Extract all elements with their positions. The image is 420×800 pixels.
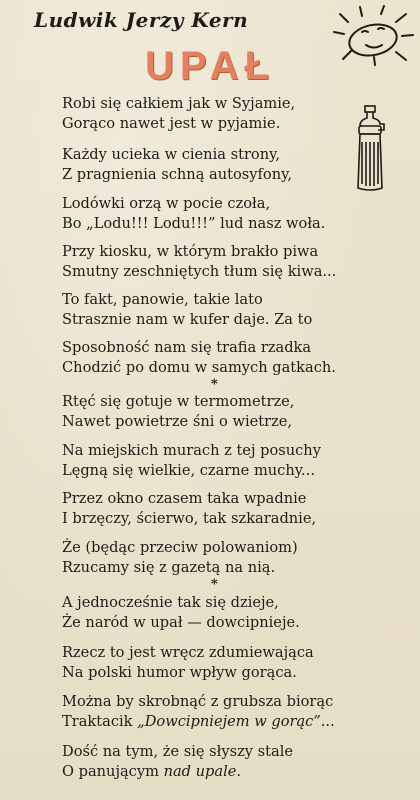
stanza-2 bbox=[62, 145, 382, 184]
stanza-5 bbox=[62, 290, 382, 329]
verse-line: Na polski humor wpływ gorąca. bbox=[62, 663, 297, 681]
poem-title: UPAŁ bbox=[145, 44, 275, 88]
verse-text: O panującym bbox=[62, 762, 164, 780]
verse-line-with-italic bbox=[62, 712, 382, 732]
stanza-11 bbox=[62, 593, 382, 632]
stanza-9 bbox=[62, 489, 382, 528]
verse-line: Sposobność nam się trafia rzadka bbox=[62, 339, 312, 356]
verse-line: A jednocześnie tak się dzieje, bbox=[62, 594, 279, 611]
verse-line: Rzecz to jest wręcz zdumiewająca bbox=[62, 644, 314, 661]
stanza-7 bbox=[62, 392, 382, 431]
verse-text: Traktacik bbox=[62, 712, 138, 730]
stanza-8 bbox=[62, 441, 382, 480]
stanza-12 bbox=[62, 643, 382, 682]
verse-line: Gorąco nawet jest w pyjamie. bbox=[62, 114, 281, 132]
verse-line: Można by skrobnąć z grubsza biorąc bbox=[62, 693, 334, 710]
verse-line: Nawet powietrze śni o wietrze, bbox=[62, 412, 293, 430]
verse-line-with-italic bbox=[62, 762, 382, 782]
verse-text: ... bbox=[320, 712, 335, 730]
verse-line: Chodzić po domu w samych gatkach. bbox=[62, 358, 336, 376]
verse-line: To fakt, panowie, takie lato bbox=[62, 291, 263, 308]
verse-line: Lodówki orzą w pocie czoła, bbox=[62, 195, 271, 212]
stanza-6 bbox=[62, 338, 382, 377]
stanza-3 bbox=[62, 194, 382, 233]
verse-line: Że (będąc przeciw polowaniom) bbox=[62, 539, 298, 556]
section-separator: * bbox=[211, 377, 218, 392]
stanza-14 bbox=[62, 742, 382, 781]
verse-line: Strasznie nam w kufer daje. Za to bbox=[62, 310, 313, 328]
verse-line: Przez okno czasem taka wpadnie bbox=[62, 490, 307, 507]
verse-line: Na miejskich murach z tej posuchy bbox=[62, 442, 321, 459]
stanza-1 bbox=[62, 94, 382, 133]
stanza-13 bbox=[62, 692, 382, 731]
verse-line: Rtęć się gotuje w termometrze, bbox=[62, 393, 295, 410]
section-separator: * bbox=[211, 577, 218, 592]
verse-line: Robi się całkiem jak w Syjamie, bbox=[62, 95, 296, 112]
author-name: Ludwik Jerzy Kern bbox=[34, 8, 249, 32]
verse-line: Bo „Lodu!!! Lodu!!!” lud nasz woła. bbox=[62, 214, 326, 232]
verse-line: Lęgną się wielkie, czarne muchy... bbox=[62, 461, 315, 479]
verse-line: Z pragnienia schną autosyfony, bbox=[62, 165, 293, 183]
verse-text: . bbox=[236, 762, 242, 780]
italic-phrase: nad upale bbox=[163, 762, 237, 780]
italic-treatise-title: „Dowcipniejem w gorąc” bbox=[137, 712, 321, 730]
verse-line: I brzęczy, ścierwo, tak szkaradnie, bbox=[62, 509, 317, 527]
verse-line: Dość na tym, że się słyszy stale bbox=[62, 743, 294, 760]
verse-line: Smutny zeschniętych tłum się kiwa... bbox=[62, 262, 337, 280]
stanza-10 bbox=[62, 538, 382, 577]
verse-line: Rzucamy się z gazetą na nią. bbox=[62, 558, 276, 576]
verse-line: Przy kiosku, w którym brakło piwa bbox=[62, 243, 319, 260]
stanza-4 bbox=[62, 242, 382, 281]
verse-line: Każdy ucieka w cienia strony, bbox=[62, 146, 281, 163]
verse-line: Że naród w upał — dowcipnieje. bbox=[62, 613, 300, 631]
